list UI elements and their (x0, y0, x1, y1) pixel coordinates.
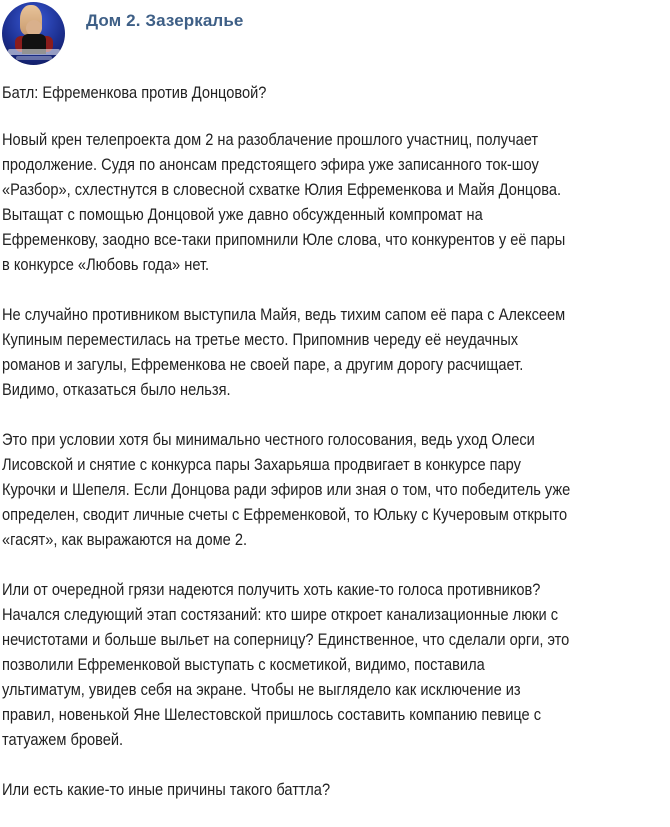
paragraph-line: Новый крен телепроекта дом 2 на разоблачение прошлого участниц, получает (2, 130, 539, 149)
post-paragraph (2, 127, 670, 277)
paragraph-line: нечистотами и больше выльет на соперницу? Единственное, что сделали орги, это (2, 630, 570, 649)
post-title: Батл: Ефременкова против Донцовой? (2, 83, 267, 102)
paragraph-line: татуажем бровей. (2, 730, 124, 749)
paragraph-line: Купиным переместилась на третье место. Припомнив череду её неудачных (2, 330, 519, 349)
paragraph-line: Или от очередной грязи надеются получить хоть какие-то голоса противников? (2, 580, 541, 599)
paragraph-line: Курочки и Шепеля. Если Донцова ради эфиров или зная о том, что победитель уже (2, 480, 571, 499)
post-paragraph (2, 302, 670, 402)
paragraph-line: продолжение. Судя по анонсам предстоящего эфира уже записанного ток-шоу (2, 155, 539, 174)
paragraph-line: определен, сводит личные счеты с Ефременковой, то Юльку с Кучеровым открыто (2, 505, 568, 524)
paragraph-line: Видимо, отказаться было нельзя. (2, 380, 231, 399)
paragraph-line: Лисовской и снятие с конкурса пары Захарьяша продвигает в конкурсе пару (2, 455, 521, 474)
avatar-caption-sub-shape (16, 56, 52, 60)
post-body (2, 80, 670, 827)
paragraph-line: Это при условии хотя бы минимально честного голосования, ведь уход Олеси (2, 430, 535, 449)
paragraph-line: позволили Ефременковой выступать с косметикой, видимо, поставила (2, 655, 485, 674)
paragraph-line: Не случайно противником выступила Майя, ведь тихим сапом её пара с Алексеем (2, 305, 566, 324)
paragraph-line: романов и загулы, Ефременкова не своей паре, а другим дорогу расчищает. (2, 355, 524, 374)
paragraph-line: правил, новенькой Яне Шелестовской пришлось составить компанию певице с (2, 705, 542, 724)
paragraph-line: Начался следующий этап состязаний: кто шире откроет канализационные люки с (2, 605, 559, 624)
paragraph-line: в конкурсе «Любовь года» нет. (2, 255, 210, 274)
paragraph-line: Ефременкову, заодно все-таки припомнили Юле слова, что конкурентов у её пары (2, 230, 566, 249)
avatar-caption-shape (8, 49, 60, 55)
post-header (0, 0, 670, 72)
paragraph-line: ультиматум, увидев себя на экране. Чтобы не выглядело как исключение из (2, 680, 521, 699)
post-paragraph (2, 427, 670, 552)
group-name-link[interactable]: Дом 2. Зазеркалье (86, 11, 244, 30)
paragraph-line: Или есть какие-то иные причины такого баттла? (2, 780, 331, 799)
post-paragraph (2, 777, 670, 802)
group-avatar[interactable] (2, 2, 65, 65)
post-paragraph (2, 577, 670, 752)
paragraph-line: Вытащат с помощью Донцовой уже давно обсужденный компромат на (2, 205, 483, 224)
paragraph-line: «гасят», как выражаются на доме 2. (2, 530, 248, 549)
paragraph-line: «Разбор», схлестнутся в словесной схватке Юлия Ефременкова и Майя Донцова. (2, 180, 562, 199)
